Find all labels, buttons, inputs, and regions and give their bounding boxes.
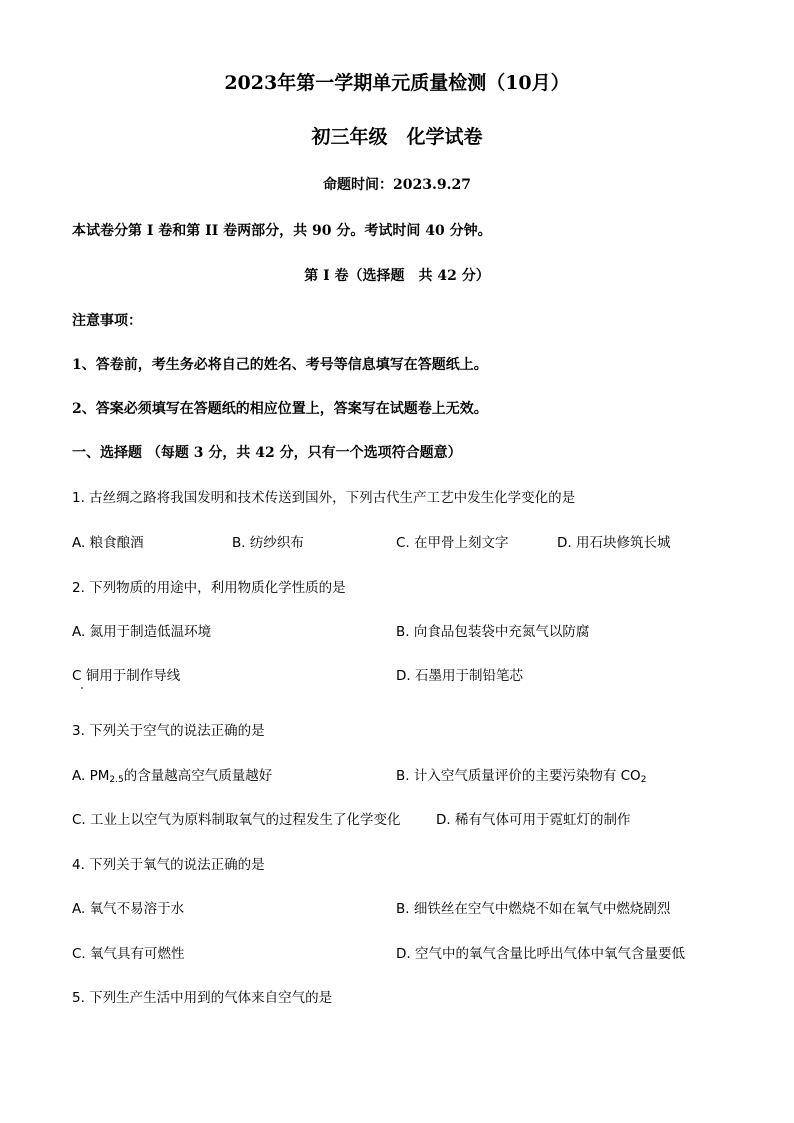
question-option: D. 用石块修筑长城 bbox=[557, 535, 671, 551]
question-option: A. 粮食酿酒 bbox=[72, 535, 144, 551]
question-stem: 4. 下列关于氧气的说法正确的是 bbox=[72, 857, 265, 873]
exam-date: 命题时间：2023.9.27 bbox=[323, 177, 471, 193]
question-option: A. 氧气不易溶于水 bbox=[72, 901, 185, 917]
section1-title: 一、选择题 （每题 3 分，共 42 分，只有一个选项符合题意） bbox=[72, 445, 462, 461]
question-option: B. 细铁丝在空气中燃烧不如在氧气中燃烧剧烈 bbox=[396, 901, 671, 917]
question-option: C. 在甲骨上刻文字 bbox=[396, 535, 509, 551]
question-option: D. 稀有气体可用于霓虹灯的制作 bbox=[436, 812, 631, 828]
question-option: C. 工业上以空气为原料制取氧气的过程发生了化学变化 bbox=[72, 812, 401, 828]
question-option: D. 石墨用于制铅笔芯 bbox=[396, 668, 523, 684]
question-option: B. 纺纱织布 bbox=[232, 535, 304, 551]
stray-dot bbox=[81, 687, 83, 689]
question-stem: 1. 古丝绸之路将我国发明和技术传送到国外，下列古代生产工艺中发生化学变化的是 bbox=[72, 490, 576, 506]
question-stem: 3. 下列关于空气的说法正确的是 bbox=[72, 723, 265, 739]
question-option: A. 氮用于制造低温环境 bbox=[72, 624, 212, 640]
notes-heading: 注意事项： bbox=[72, 313, 142, 329]
question-stem: 2. 下列物质的用途中，利用物质化学性质的是 bbox=[72, 580, 346, 596]
question-option: B. 向食品包装袋中充氮气以防腐 bbox=[396, 624, 590, 640]
intro-text: 本试卷分第 I 卷和第 II 卷两部分，共 90 分。考试时间 40 分钟。 bbox=[72, 223, 492, 239]
question-option-a: A. $PM_{2.5}$的含量越高空气质量越好 bbox=[72, 768, 273, 785]
page-subtitle: 初三年级 化学试卷 bbox=[311, 126, 483, 148]
question-option-b: B. 计入空气质量评价的主要污染物有 $CO_2$ bbox=[396, 768, 647, 785]
question-stem: 5. 下列生产生活中用到的气体来自空气的是 bbox=[72, 990, 333, 1006]
note-item: 2、答案必须填写在答题纸的相应位置上，答案写在试题卷上无效。 bbox=[72, 401, 488, 417]
note-item: 1、答卷前，考生务必将自己的姓名、考号等信息填写在答题纸上。 bbox=[72, 357, 488, 373]
question-option: D. 空气中的氧气含量比呼出气体中氧气含量要低 bbox=[396, 946, 685, 962]
question-option: C 铜用于制作导线 bbox=[72, 668, 181, 684]
question-option: C. 氧气具有可燃性 bbox=[72, 946, 185, 962]
page-title: 2023年第一学期单元质量检测（10月） bbox=[224, 72, 570, 94]
part1-title: 第 I 卷（选择题 共 42 分） bbox=[304, 268, 490, 284]
